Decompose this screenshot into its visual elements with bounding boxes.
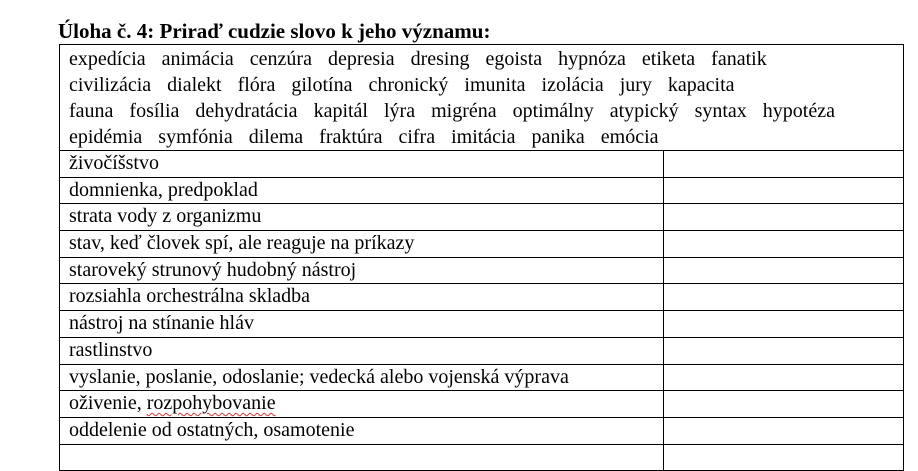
matching-table bbox=[59, 44, 904, 471]
answer-cell[interactable] bbox=[664, 257, 904, 284]
word-bank-row bbox=[60, 45, 904, 151]
answer-cell[interactable] bbox=[664, 391, 904, 418]
answer-cell[interactable] bbox=[664, 311, 904, 338]
answer-cell[interactable] bbox=[664, 444, 904, 471]
definition-cell: živočíšstvo bbox=[60, 151, 664, 178]
table-row bbox=[60, 444, 904, 471]
table-row bbox=[60, 311, 904, 338]
answer-cell[interactable] bbox=[664, 204, 904, 231]
definition-cell: nástroj na stínanie hláv bbox=[60, 311, 664, 338]
table-row bbox=[60, 391, 904, 418]
table-row bbox=[60, 257, 904, 284]
table-row bbox=[60, 364, 904, 391]
answer-field[interactable] bbox=[664, 151, 903, 176]
definition-cell: staroveký strunový hudobný nástroj bbox=[60, 257, 664, 284]
table-row bbox=[60, 417, 904, 444]
table-row bbox=[60, 204, 904, 231]
definition-cell bbox=[60, 444, 664, 471]
answer-field[interactable] bbox=[664, 258, 903, 283]
definition-cell: strata vody z organizmu bbox=[60, 204, 664, 231]
answer-cell[interactable] bbox=[664, 177, 904, 204]
answer-field[interactable] bbox=[664, 284, 903, 309]
answer-cell[interactable] bbox=[664, 284, 904, 311]
answer-cell[interactable] bbox=[664, 417, 904, 444]
word-bank-line-4: epidémia symfónia dilema fraktúra cifra imitácia panika emócia bbox=[69, 126, 659, 148]
table-row bbox=[60, 231, 904, 258]
answer-cell[interactable] bbox=[664, 231, 904, 258]
answer-field[interactable] bbox=[664, 204, 903, 229]
word-bank-line-2: civilizácia dialekt flóra gilotína chronický imunita izolácia jury kapacita bbox=[69, 74, 735, 96]
answer-field[interactable] bbox=[664, 445, 903, 470]
answer-field[interactable] bbox=[664, 391, 903, 416]
table-row bbox=[60, 151, 904, 178]
word-bank-line-1: expedícia animácia cenzúra depresia dresing egoista hypnóza etiketa fanatik bbox=[69, 48, 767, 70]
definition-cell: stav, keď človek spí, ale reaguje na príkazy bbox=[60, 231, 664, 258]
table-row bbox=[60, 284, 904, 311]
answer-field[interactable] bbox=[664, 231, 903, 256]
table-row bbox=[60, 177, 904, 204]
answer-field[interactable] bbox=[664, 178, 903, 203]
definition-cell: domnienka, predpoklad bbox=[60, 177, 664, 204]
word-bank bbox=[60, 45, 904, 151]
definition-text: oživenie, bbox=[69, 392, 147, 415]
definition-cell: oddelenie od ostatných, osamotenie bbox=[60, 417, 664, 444]
answer-field[interactable] bbox=[664, 311, 903, 336]
table-row bbox=[60, 337, 904, 364]
answer-field[interactable] bbox=[664, 338, 903, 363]
answer-field[interactable] bbox=[664, 418, 903, 443]
definition-cell bbox=[60, 391, 664, 418]
answer-field[interactable] bbox=[664, 365, 903, 390]
answer-cell[interactable] bbox=[664, 151, 904, 178]
answer-cell[interactable] bbox=[664, 364, 904, 391]
answer-cell[interactable] bbox=[664, 337, 904, 364]
word-bank-line-3: fauna fosília dehydratácia kapitál lýra migréna optimálny atypický syntax hypotéza bbox=[69, 100, 835, 122]
definition-cell: vyslanie, poslanie, odoslanie; vedecká alebo vojenská výprava bbox=[60, 364, 664, 391]
definition-cell: rozsiahla orchestrálna skladba bbox=[60, 284, 664, 311]
task-title: Úloha č. 4: Priraď cudzie slovo k jeho významu: bbox=[58, 19, 491, 43]
misspelled-word: rozpohybovanie bbox=[146, 392, 276, 415]
definition-cell: rastlinstvo bbox=[60, 337, 664, 364]
